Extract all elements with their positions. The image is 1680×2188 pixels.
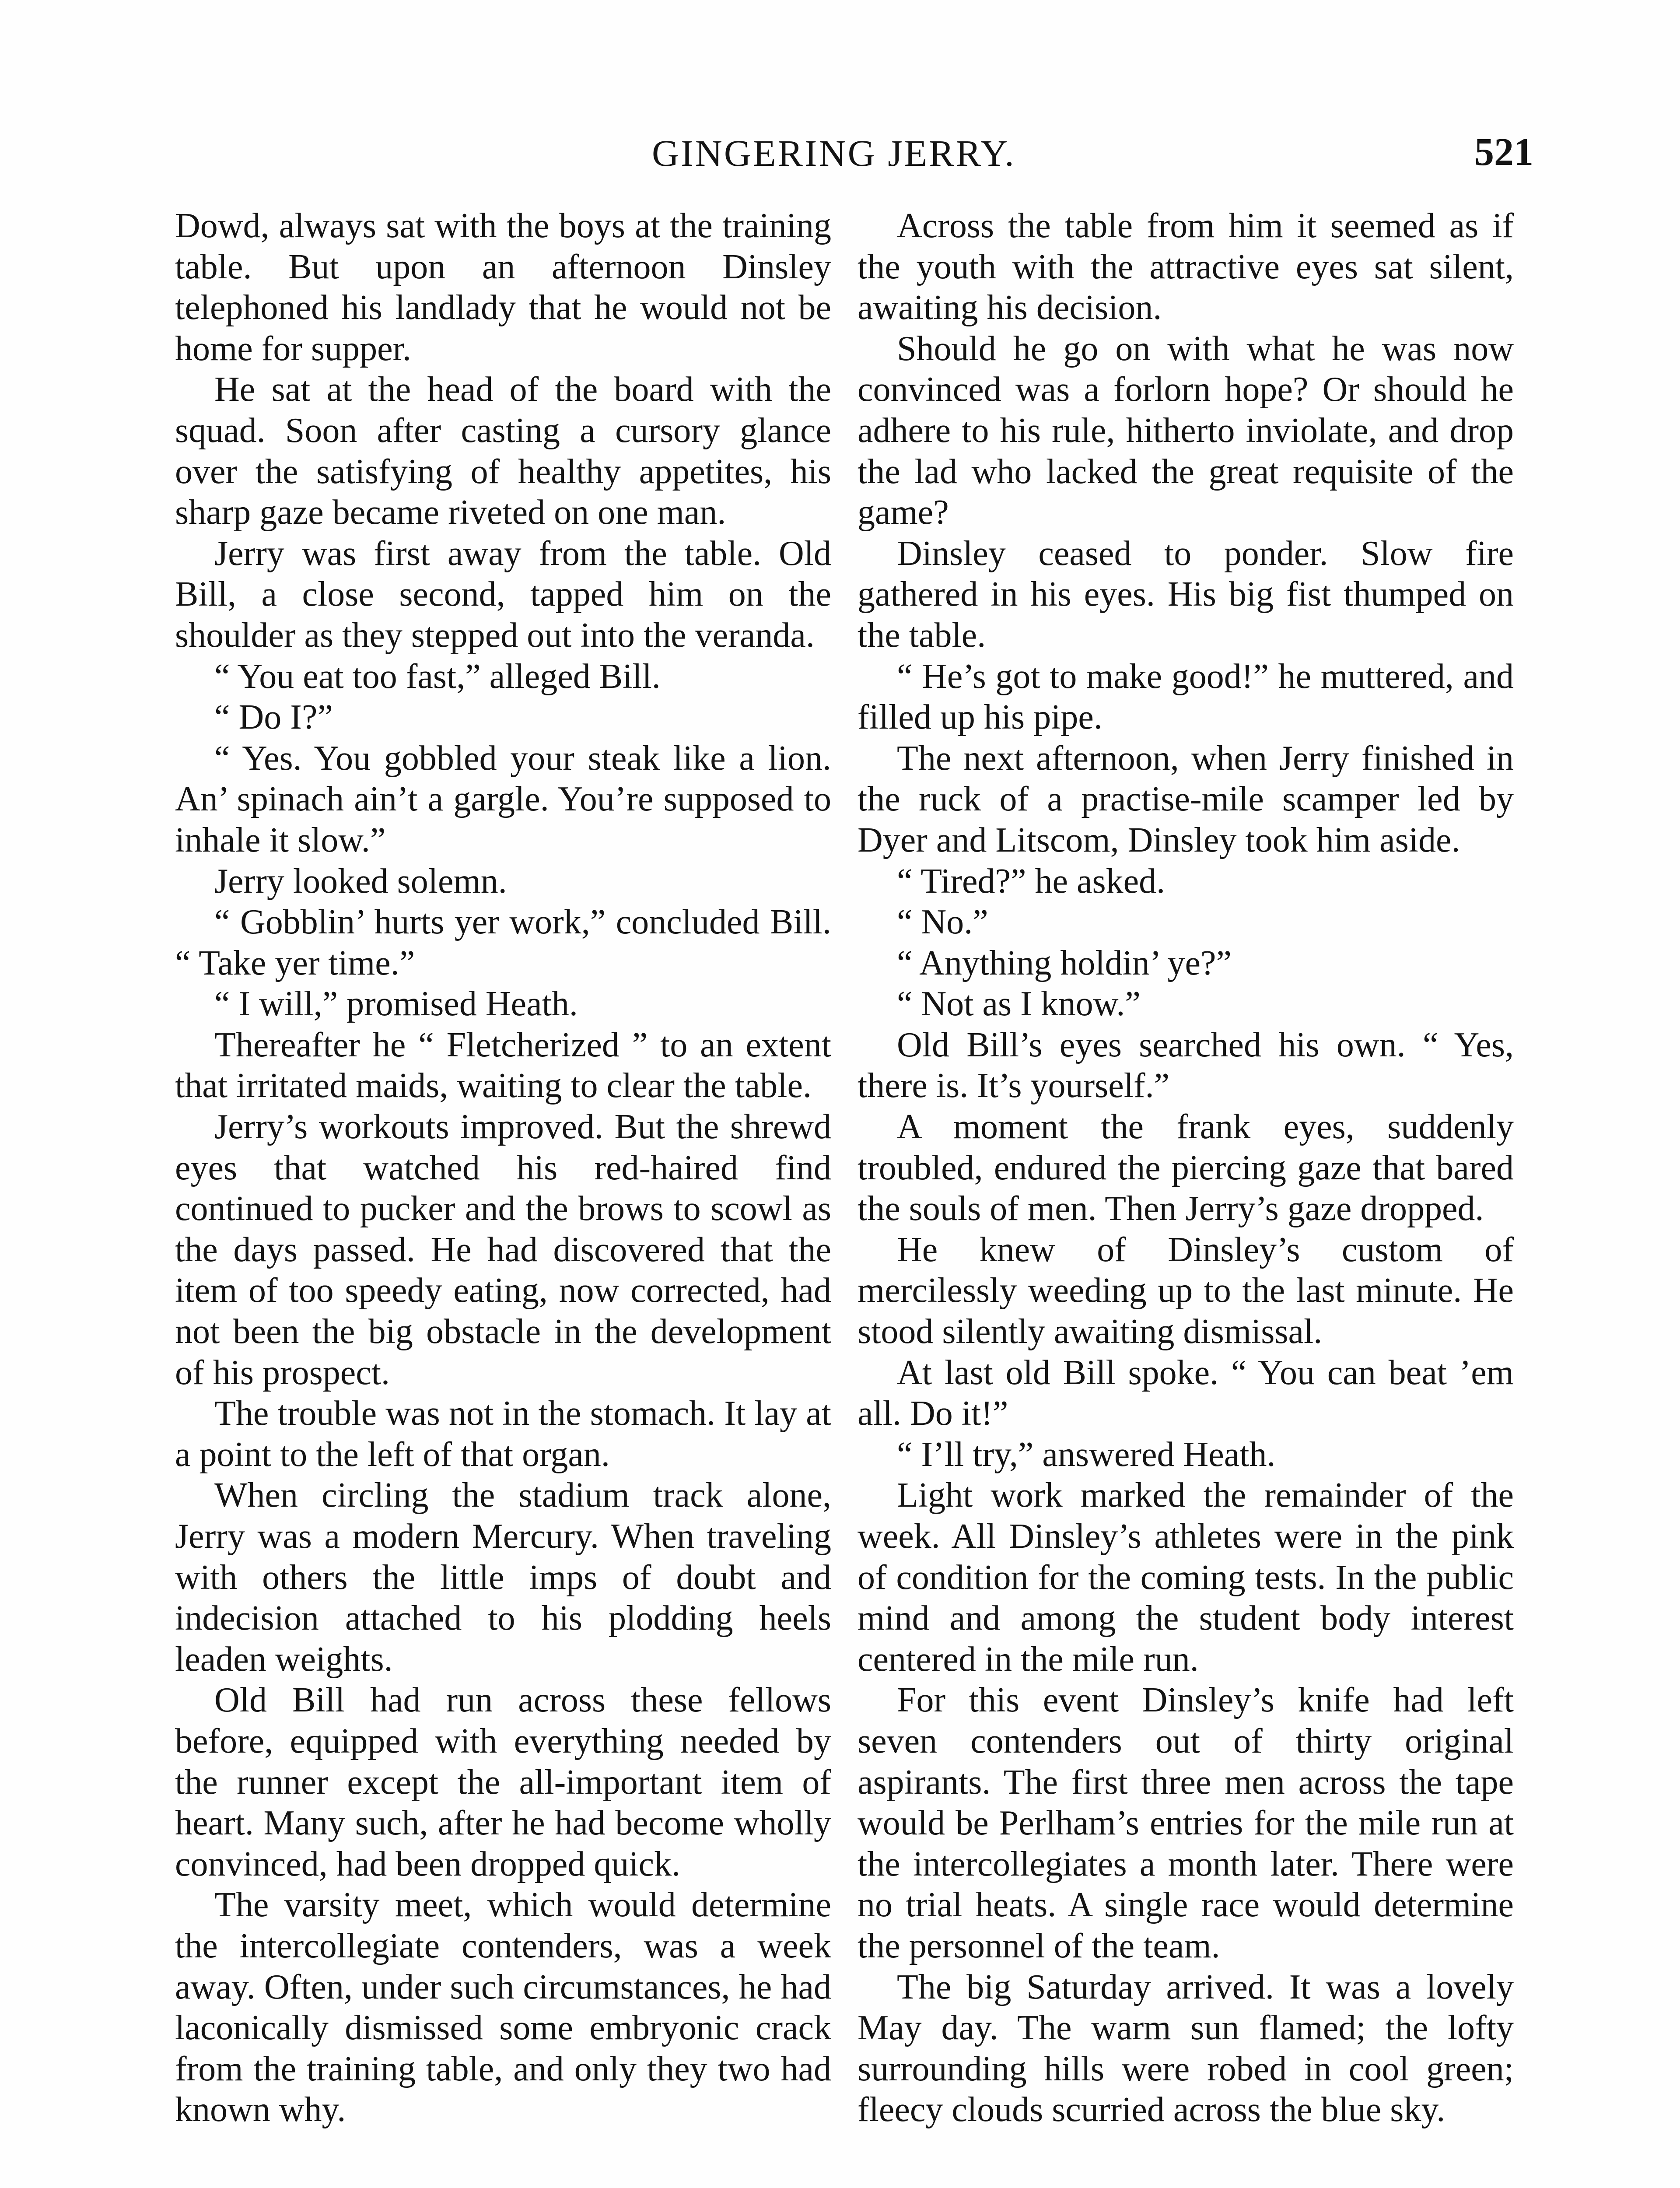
paragraph: The next afternoon, when Jerry finished in the ruck of a practise-mile scamper led by Dyer and Litscom, Dinsley took him aside.: [858, 739, 1514, 859]
paragraph: “ I’ll try,” answered Heath.: [897, 1435, 1276, 1474]
paragraph: A moment the frank eyes, suddenly troubled, endured the piercing gaze that bared the souls of men. Then Jerry’s gaze dropped.: [858, 1108, 1514, 1228]
paragraph: “ Tired?” he asked.: [897, 862, 1166, 901]
paragraph: Old Bill’s eyes searched his own. “ Yes, there is. It’s yourself.”: [858, 1025, 1514, 1105]
paragraph: Jerry was first away from the table. Old Bill, a close second, tapped him on the shoulder as they stepped out into the veranda.: [175, 534, 831, 655]
paragraph: Thereafter he “ Fletcherized ” to an extent that irritated maids, waiting to clear the table.: [175, 1025, 831, 1105]
paragraph: He knew of Dinsley’s custom of mercilessly weeding up to the last minute. He stood silently awaiting dismissal.: [858, 1230, 1514, 1351]
paragraph: Dowd, always sat with the boys at the training table. But upon an afternoon Dinsley telephoned his landlady that he would not be home for supper.: [175, 207, 831, 368]
paragraph: The varsity meet, which would determine the intercollegiate contenders, was a week away. Often, under such circumstances, he had laconically dismissed some embryonic crack from the training table, and only they two had known why.: [175, 1886, 831, 2129]
running-title: GINGERING JERRY.: [652, 132, 1016, 174]
paragraph: “ No.”: [897, 903, 988, 942]
right-column: [858, 206, 1514, 2131]
paragraph: Across the table from him it seemed as if the youth with the attractive eyes sat silent, awaiting his decision.: [858, 207, 1514, 327]
paragraph: The trouble was not in the stomach. It lay at a point to the left of that organ.: [175, 1394, 831, 1474]
paragraph: Light work marked the remainder of the week. All Dinsley’s athletes were in the pink of condition for the coming tests. In the public mind and among the student body interest centered in the mile run.: [858, 1476, 1514, 1679]
paragraph: Jerry looked solemn.: [214, 862, 507, 901]
page-number: 521: [1474, 130, 1533, 174]
paragraph: “ I will,” promised Heath.: [214, 985, 578, 1024]
paragraph: When circling the stadium track alone, Jerry was a modern Mercury. When traveling with others the little imps of doubt and indecision attached to his plodding heels leaden weights.: [175, 1476, 831, 1679]
left-column: [175, 206, 831, 2131]
paragraph: “ He’s got to make good!” he muttered, and filled up his pipe.: [858, 657, 1514, 737]
paragraph: “ You eat too fast,” alleged Bill.: [214, 657, 661, 696]
paragraph: “ Yes. You gobbled your steak like a lion. An’ spinach ain’t a gargle. You’re supposed to inhale it slow.”: [175, 739, 831, 859]
paragraph: “ Gobblin’ hurts yer work,” concluded Bill. “ Take yer time.”: [175, 903, 831, 982]
paragraph: Dinsley ceased to ponder. Slow fire gathered in his eyes. His big fist thumped on the table.: [858, 534, 1514, 655]
paragraph: “ Not as I know.”: [897, 985, 1141, 1024]
paragraph: He sat at the head of the board with the squad. Soon after casting a cursory glance over the satisfying of healthy appetites, his sharp gaze became riveted on one man.: [175, 370, 831, 532]
paragraph: At last old Bill spoke. “ You can beat ’em all. Do it!”: [858, 1353, 1514, 1433]
paragraph: Old Bill had run across these fellows before, equipped with everything needed by the runner except the all-important item of heart. Many such, after he had become wholly convinced, had been dropped quick.: [175, 1681, 831, 1883]
paragraph: “ Anything holdin’ ye?”: [897, 943, 1232, 982]
paragraph: Should he go on with what he was now convinced was a forlorn hope? Or should he adhere to his rule, hitherto inviolate, and drop the lad who lacked the great requisite of the game?: [858, 329, 1514, 532]
paragraph: For this event Dinsley’s knife had left seven contenders out of thirty original aspirants. The first three men across the tape would be Perlham’s entries for the mile run at the intercollegiates a month later. There were no trial heats. A single race would determine the personnel of the team.: [858, 1681, 1514, 1965]
paragraph: The big Saturday arrived. It was a lovely May day. The warm sun flamed; the lofty surrounding hills were robed in cool green; fleecy clouds scurried across the blue sky.: [858, 1967, 1514, 2129]
paragraph: Jerry’s workouts improved. But the shrewd eyes that watched his red-haired find continued to pucker and the brows to scowl as the days passed. He had discovered that the item of too speedy eating, now corrected, had not been the big obstacle in the development of his prospect.: [175, 1108, 831, 1392]
paragraph: “ Do I?”: [214, 698, 333, 737]
